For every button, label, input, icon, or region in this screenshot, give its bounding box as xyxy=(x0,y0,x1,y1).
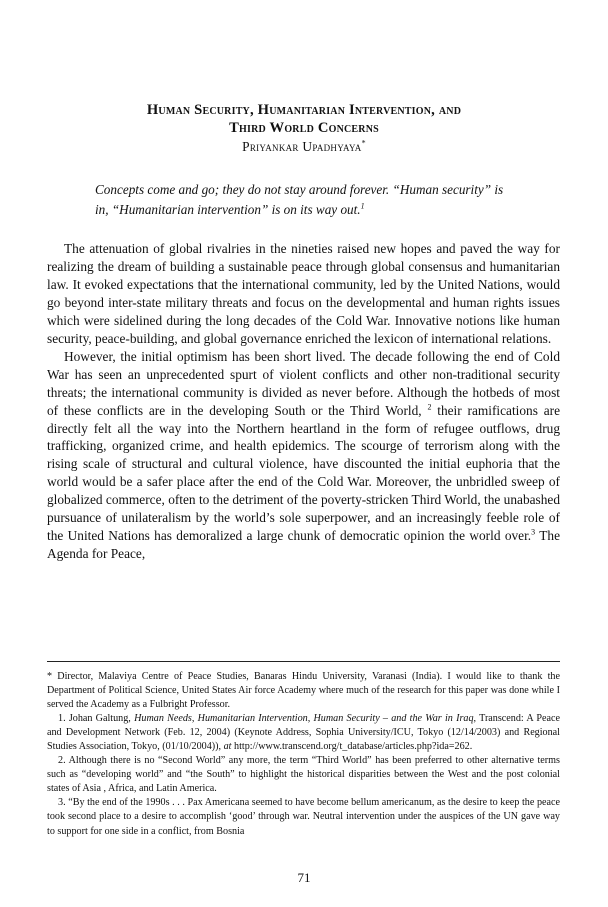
footnote-1-title: Human Needs, Humanitarian Intervention, Human Security – and the War in Iraq xyxy=(134,713,474,725)
footnote-3: 3. “By the end of the 1990s . . . Pax Americana seemed to have become bellum americanum, as the desire to keep the peace took second place to a desire to accomplish ‘good’ through war. Neutral intervention under the auspices of the UN gave way to support for one side in a conflict, from Bosnia xyxy=(47,797,560,837)
footnote-ref-3: 3 xyxy=(531,527,536,537)
body-paragraph-2-part-b: their ramifications are directly felt all the way into the Northern heartland in the form of refugee outflows, drug trafficking, organized crime, and health epidemics. The scourge of terrorism along with the rising scale of structural and cultural violence, have discounted the initial euphoria that the world would be a safer place after the end of the Cold War. Moreover, the unbridled sweep of globalized commerce, often to the detriment of the poverty-stricken Third World, the unabashed pursuance of unilateralism by the world’s sole superpower, and an increasingly feeble role of the United Nations has demoralized a large chunk of democratic opinion the world over. xyxy=(47,402,560,544)
footnote-1 xyxy=(47,712,560,754)
article-title-line-1: Human Security, Humanitarian Intervention, and xyxy=(146,102,462,118)
footnote-1-body: , Transcend: A Peace and Development Network (Feb. 12, 2004) (Keynote Address, Sophia University/ICU, Tokyo (12/14/2003) and Regional Studies Association, Tokyo, (01/10/2004)), xyxy=(47,713,560,753)
footnote-2: 2. Although there is no “Second World” any more, the term “Third World” has been preferred to other alternative terms such as “developing world” and “the South” to highlight the historical disparities between the West and the post colonial states of Asia , Africa, and Latin America. xyxy=(47,755,560,795)
article-title-line-2: Third World Concerns xyxy=(229,120,379,136)
footnote-1-at: at xyxy=(223,741,232,753)
author-name-text: Priyankar Upadhyaya xyxy=(242,139,362,154)
body-paragraph-2-part-c: The Agenda for Peace, xyxy=(47,528,560,562)
body-paragraph-2-part-a: However, the initial optimism has been short lived. The decade following the end of Cold War has seen an unprecedented spurt of violent conflicts and other non-traditional security threats; the international community is divided as never before. Although the hotbeds of most of these conflicts are in the developing South or the Third World, xyxy=(47,348,560,418)
epigraph-line-1: Concepts come and go; they do not stay around forever. “Human security” is xyxy=(95,182,504,197)
footnote-1-url: http://www.transcend.org/t_database/articles.php?ida=262. xyxy=(234,741,473,753)
author-name xyxy=(0,138,608,156)
body-text xyxy=(47,240,560,563)
epigraph xyxy=(95,180,537,220)
footnotes xyxy=(47,670,560,839)
body-paragraph-2 xyxy=(47,348,560,563)
footnote-divider xyxy=(47,661,560,662)
article-header xyxy=(0,101,608,156)
author-footnote-mark: * xyxy=(361,138,366,148)
body-paragraph-1: The attenuation of global rivalries in the nineties raised new hopes and paved the way for realizing the dream of building a sustainable peace through global consensus and humanitarian law. It evoked expectations that the international community, led by the United Nations, would go beyond inter-state military threats and focus on the developmental and human rights issues which were sidelined during the long decades of the Cold War. Innovative notions like human security, peace-building, and global governance enriched the lexicon of international relations. xyxy=(47,241,560,346)
footnote-ref-2: 2 xyxy=(427,402,432,412)
footnote-author: * Director, Malaviya Centre of Peace Studies, Banaras Hindu University, Varanasi (India). I would like to thank the Department of Political Science, United States Air force Academy where much of the research for this paper was done while I served the Academy as a Fulbright Professor. xyxy=(47,671,560,711)
page-number: 71 xyxy=(297,870,311,885)
epigraph-line-2: in, “Humanitarian intervention” is on its way out. xyxy=(95,202,361,217)
footnote-1-lead: 1. Johan Galtung, xyxy=(58,713,131,725)
epigraph-footnote-ref: 1 xyxy=(360,201,365,211)
